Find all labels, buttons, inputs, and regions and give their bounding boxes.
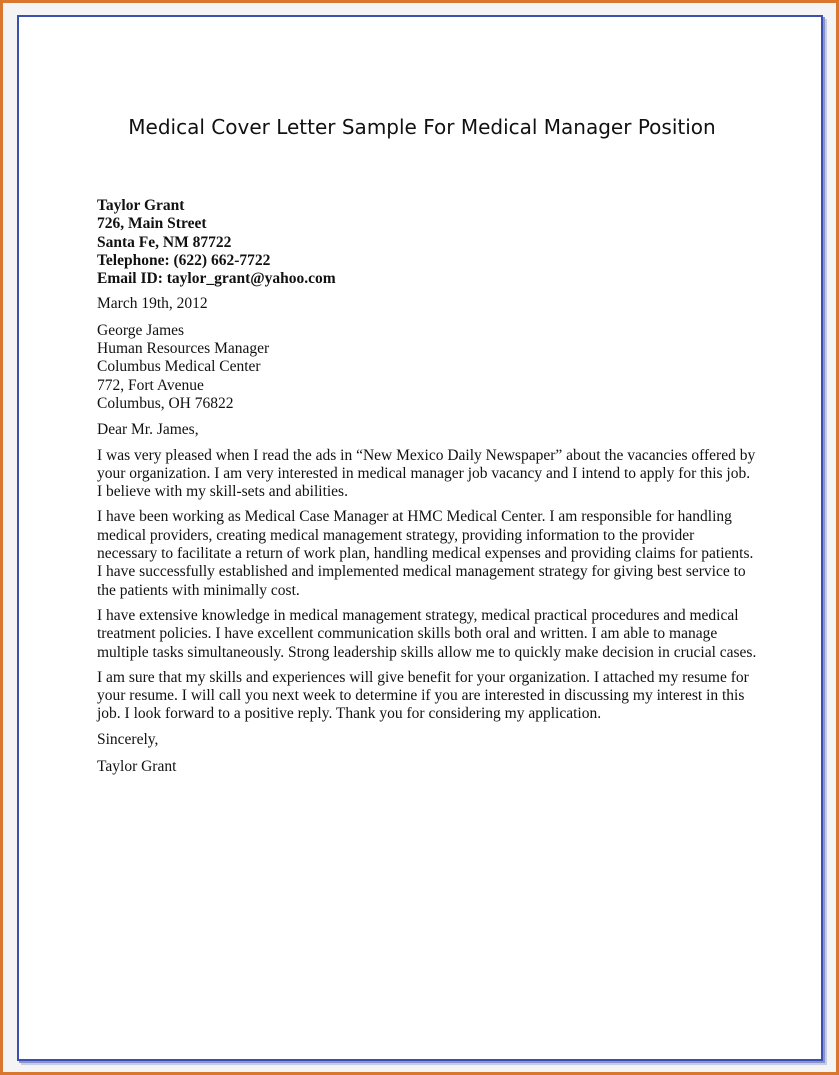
sender-block bbox=[97, 197, 757, 288]
sender-name: Taylor Grant bbox=[97, 197, 185, 214]
paragraph: I am sure that my skills and experiences will give benefit for your organization. I attached my resume for your resume. I will call you next week to determine if you are interested in discussing my interest in this job. I look forward to a positive reply. Thank you for considering my application. bbox=[97, 668, 749, 723]
recipient-name: George James bbox=[97, 321, 185, 339]
paragraph: I have extensive knowledge in medical management strategy, medical practical procedures and medical treatment policies. I have excellent communication skills both oral and written. I am able to manage multiple tasks simultaneously. Strong leadership skills allow me to quickly make decision in crucial cases. bbox=[97, 606, 757, 661]
sender-city: Santa Fe, NM 87722 bbox=[97, 233, 232, 251]
sender-email: Email ID: taylor_grant@yahoo.com bbox=[97, 270, 336, 288]
page-title: Medical Cover Letter Sample For Medical Manager Position bbox=[128, 115, 716, 139]
letter-body bbox=[97, 197, 757, 776]
sender-telephone: Telephone: (622) 662-7722 bbox=[97, 251, 271, 269]
recipient-company: Columbus Medical Center bbox=[97, 358, 261, 376]
sender-street: 726, Main Street bbox=[97, 215, 207, 233]
recipient-city: Columbus, OH 76822 bbox=[97, 394, 234, 412]
paragraph: I was very pleased when I read the ads in “New Mexico Daily Newspaper” about the vacancies offered by your organization. I am very interested in medical manager job vacancy and I intend to apply for this job. I believe with my skill-sets and abilities. bbox=[97, 446, 756, 501]
closing: Sincerely, bbox=[97, 730, 159, 748]
letter-date: March 19th, 2012 bbox=[97, 295, 208, 313]
recipient-street: 772, Fort Avenue bbox=[97, 376, 204, 394]
letter-page bbox=[17, 15, 823, 1061]
recipient-title: Human Resources Manager bbox=[97, 340, 270, 358]
recipient-block bbox=[97, 322, 757, 413]
salutation: Dear Mr. James, bbox=[97, 421, 199, 439]
paragraph: I have been working as Medical Case Manager at HMC Medical Center. I am responsible for handling medical providers, creating medical management strategy, providing information to the provider necessary to facilitate a return of work plan, handling medical expenses and providing claims for patients. I have successfully established and implemented medical management strategy for giving best service to the patients with minimally cost. bbox=[97, 508, 754, 599]
signature-name: Taylor Grant bbox=[97, 758, 177, 776]
